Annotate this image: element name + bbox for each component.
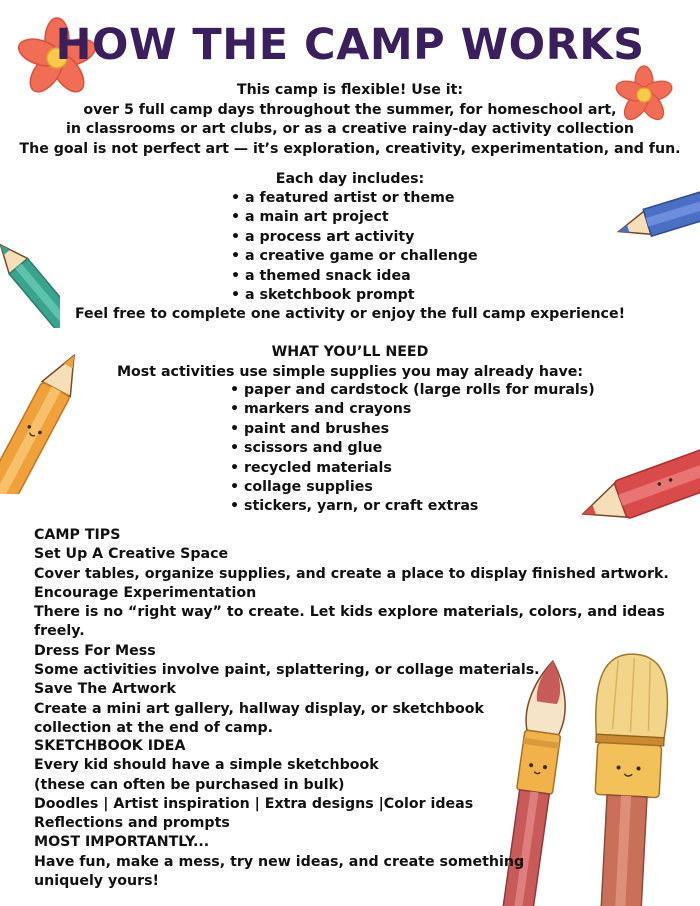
supplies-heading: WHAT YOU’LL NEED [271, 344, 429, 360]
list-item: • markers and crayons [230, 400, 595, 419]
list-item: • collage supplies [230, 478, 595, 497]
sketchbook-line: Doodles | Artist inspiration | Extra designs |Color ideas [34, 795, 474, 812]
supplies-list [230, 381, 595, 517]
intro-line: in classrooms or art clubs, or as a creative rainy-day activity collection [65, 121, 635, 137]
supplies-section [0, 343, 700, 382]
list-item: • a process art activity [231, 228, 478, 247]
list-item: • a creative game or challenge [231, 247, 478, 266]
list-item: • a featured artist or theme [231, 189, 478, 208]
tip-text: collection at the end of camp. [34, 719, 274, 736]
list-item: • stickers, yarn, or craft extras [230, 497, 595, 516]
sketchbook-line: Have fun, make a mess, try new ideas, and create something [34, 853, 525, 870]
sketchbook-line: MOST IMPORTANTLY... [34, 834, 210, 851]
tip-title: Save The Artwork [34, 681, 176, 698]
daily-list [231, 189, 478, 305]
sketchbook-line: Every kid should have a simple sketchbook [34, 757, 379, 774]
tip-text: Cover tables, organize supplies, and create a place to display finished artwork. [34, 565, 669, 582]
tip-title: Encourage Experimentation [34, 584, 257, 601]
page-title: HOW THE CAMP WORKS [55, 20, 645, 70]
list-item: • a main art project [231, 208, 478, 227]
tip-title: Set Up A Creative Space [34, 546, 229, 563]
list-item: • recycled materials [230, 459, 595, 478]
intro-section [0, 81, 700, 159]
daily-heading-text: Each day includes: [275, 171, 425, 187]
daily-footer [0, 305, 700, 325]
daily-heading [0, 170, 700, 190]
list-item: • paper and cardstock (large rolls for murals) [230, 381, 595, 400]
sketchbook-line: (these can often be purchased in bulk) [34, 776, 345, 793]
intro-line: This camp is flexible! Use it: [236, 82, 464, 98]
list-item: • a themed snack idea [231, 267, 478, 286]
pencil-icon [612, 182, 700, 252]
tip-title: Dress For Mess [34, 642, 156, 659]
list-item: • scissors and glue [230, 439, 595, 458]
sketchbook-section [34, 737, 684, 891]
intro-line: over 5 full camp days throughout the summer, for homeschool art, [83, 101, 617, 118]
tip-text: Create a mini art gallery, hallway display, or sketchbook [34, 700, 484, 717]
tip-text: Some activities involve paint, splattering, or collage materials. [34, 662, 540, 679]
intro-line: The goal is not perfect art — it’s exploration, creativity, experimentation, and fun. [19, 140, 681, 157]
daily-footer-text: Feel free to complete one activity or enjoy the full camp experience! [74, 306, 626, 322]
camp-tips-heading: CAMP TIPS [34, 527, 121, 543]
list-item: • paint and brushes [230, 420, 595, 439]
supplies-intro: Most activities use simple supplies you may already have: [116, 363, 584, 380]
sketchbook-line: Reflections and prompts [34, 815, 230, 832]
sketchbook-line: uniquely yours! [34, 873, 159, 890]
tip-text: There is no “right way” to create. Let kids explore materials, colors, and ideas freely. [34, 604, 665, 640]
list-item: • a sketchbook prompt [231, 286, 478, 305]
sketchbook-heading: SKETCHBOOK IDEA [34, 738, 186, 754]
camp-tips-section [34, 526, 684, 738]
